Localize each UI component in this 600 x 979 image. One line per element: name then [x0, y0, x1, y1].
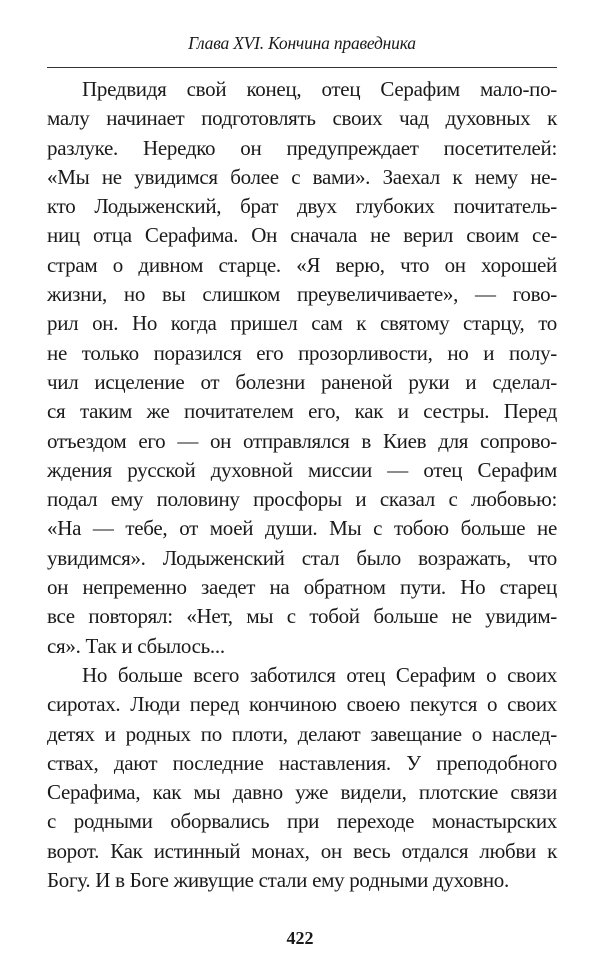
- text-line: сиротах. Люди перед кончиною своею пекутся о своих: [47, 692, 557, 717]
- text-line: подал ему половину просфоры и сказал с любовью:: [47, 487, 557, 512]
- text-line: кто Лодыженский, брат двух глубоких почитатель-: [47, 194, 557, 219]
- text-line: Но больше всего заботился отец Серафим о своих: [82, 662, 557, 687]
- text-line: Предвидя свой конец, отец Серафим мало-по-: [82, 77, 557, 101]
- header-rule: [47, 67, 557, 68]
- text-line: «На — тебе, от моей души. Мы с тобою больше не: [47, 516, 557, 541]
- page-number: 422: [286, 928, 314, 948]
- body-text: [47, 75, 557, 895]
- text-line: ниц отца Серафима. Он сначала не верил своим се-: [47, 223, 557, 248]
- text-line: все повторял: «Нет, мы с тобой больше не увидим-: [47, 604, 557, 629]
- text-line: детях и родных по плоти, делают завещание о наслед-: [47, 721, 557, 746]
- text-line: с родными оборвались при переходе монастырских: [47, 809, 557, 834]
- text-line: малу начинает подготовлять своих чад духовных к: [47, 106, 557, 131]
- text-line: ся». Так и сбылось...: [47, 633, 225, 658]
- text-line: увидимся». Лодыженский стал было возражать, что: [47, 545, 557, 570]
- text-line: ждения русской духовной миссии — отец Серафим: [47, 457, 557, 482]
- text-line: ствах, дают последние наставления. У преподобного: [47, 750, 557, 775]
- text-line: рил он. Но когда пришел сам к святому старцу, то: [47, 311, 557, 336]
- text-line: Богу. И в Боге живущие стали ему родными духовно.: [47, 868, 509, 893]
- paragraph: [47, 661, 557, 895]
- paragraph: [47, 75, 557, 661]
- text-line: страм о дивном старце. «Я верю, что он хорошей: [47, 252, 557, 277]
- text-line: отъездом его — он отправлялся в Киев для сопрово-: [47, 428, 557, 453]
- text-line: ся таким же почитателем его, как и сестры. Перед: [47, 399, 557, 424]
- text-line: «Мы не увидимся более с вами». Заехал к нему не-: [47, 164, 557, 189]
- text-line: он непременно заедет на обратном пути. Но старец: [47, 575, 557, 600]
- text-line: Серафима, как мы давно уже видели, плотские связи: [47, 780, 557, 805]
- text-line: не только поразился его прозорливости, но и полу-: [47, 340, 557, 365]
- running-header-title: Глава XVI. Кончина праведника: [188, 33, 416, 53]
- text-line: чил исцеление от болезни раненой руки и сделал-: [47, 369, 557, 394]
- text-line: ворот. Как истинный монах, он весь отдался любви к: [47, 838, 557, 863]
- text-line: разлуке. Нередко он предупреждает посетителей:: [47, 135, 557, 160]
- text-line: жизни, но вы слишком преувеличиваете», — гово-: [47, 282, 557, 307]
